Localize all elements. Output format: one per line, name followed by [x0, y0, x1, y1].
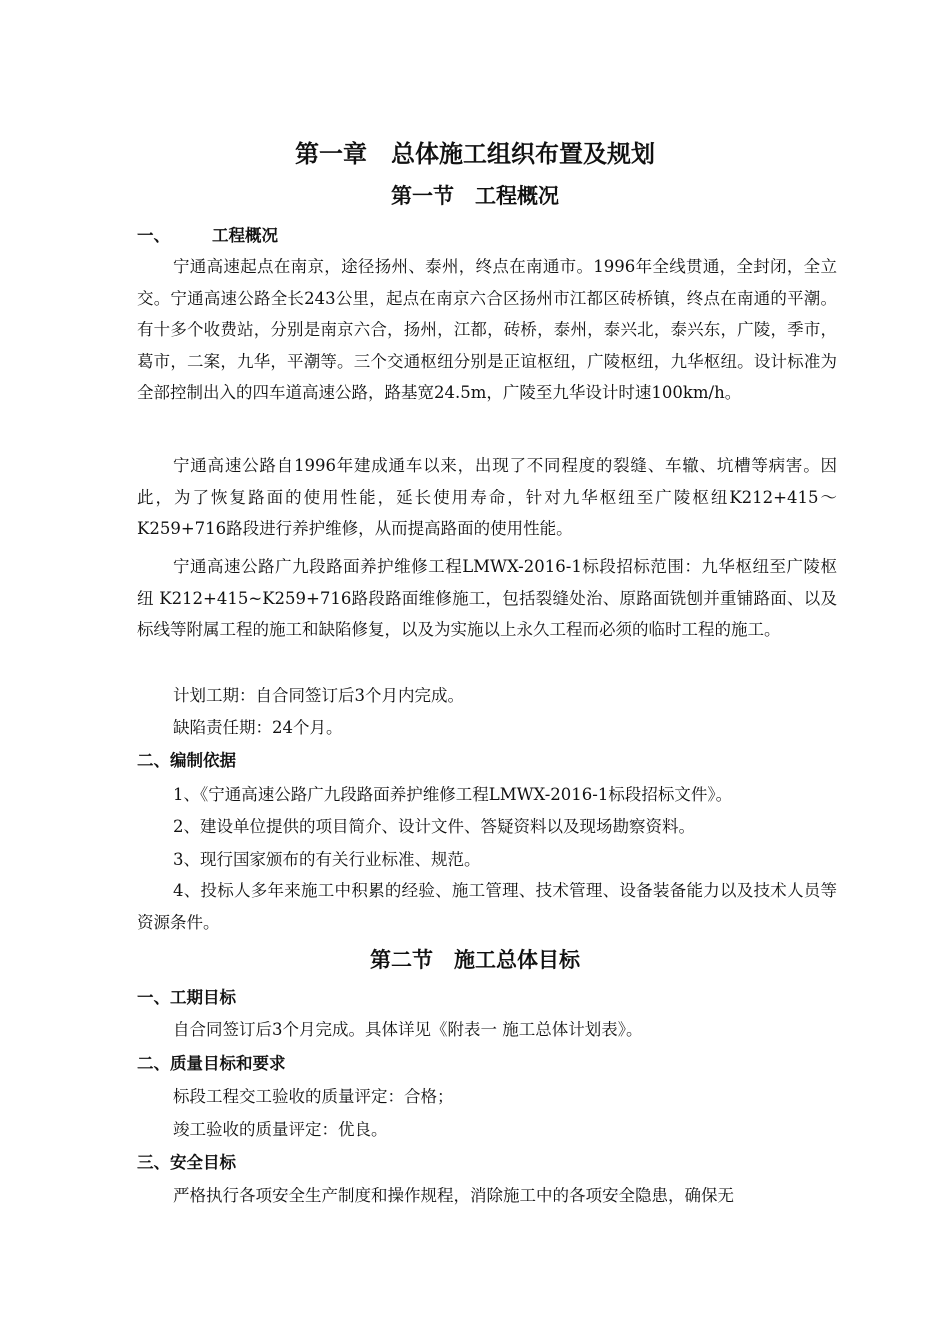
paragraph-scope: 宁通高速公路广九段路面养护维修工程LMWX-2016-1标段招标范围：九华枢纽至广陵枢纽 K212+415~K259+716路段路面维修施工，包括裂缝处治、原路面铣刨并重铺路面、以及标线等附属工程的施工和缺陷修复，以及为实施以上永久工程而必须的临时工程的施工。 [137, 557, 837, 640]
planned-duration: 计划工期：自合同签订后3个月内完成。 [173, 686, 464, 705]
section-2-title: 第二节 施工总体目标 [370, 948, 580, 972]
chapter-title: 第一章 总体施工组织布置及规划 [295, 140, 655, 168]
section-1-title: 第一节 工程概况 [391, 184, 559, 208]
quality-target-handover: 标段工程交工验收的质量评定：合格； [173, 1087, 454, 1106]
basis-item-3: 3、现行国家颁布的有关行业标准、规范。 [173, 850, 481, 869]
heading-safety-target: 三、安全目标 [137, 1153, 236, 1172]
heading-project-overview [137, 224, 278, 248]
basis-item-4: 4、投标人多年来施工中积累的经验、施工管理、技术管理、设备装备能力以及技术人员等资源条件。 [137, 881, 837, 932]
basis-item-2: 2、建设单位提供的项目简介、设计文件、答疑资料以及现场勘察资料。 [173, 817, 695, 836]
schedule-target-text: 自合同签订后3个月完成。具体详见《附表一 施工总体计划表》。 [173, 1020, 643, 1039]
paragraph-diseases: 宁通高速公路自1996年建成通车以来，出现了不同程度的裂缝、车辙、坑槽等病害。因此，为了恢复路面的使用性能，延长使用寿命，针对九华枢纽至广陵枢纽K212+415～K259+716路段进行养护维修，从而提高路面的使用性能。 [137, 456, 837, 539]
heading-schedule-target: 一、工期目标 [137, 988, 236, 1007]
basis-item-1: 1、《宁通高速公路广九段路面养护维修工程LMWX-2016-1标段招标文件》。 [173, 785, 733, 804]
heading-compilation-basis: 二、编制依据 [137, 751, 236, 770]
heading-text: 工程概况 [212, 226, 278, 245]
defect-liability-period: 缺陷责任期：24个月。 [173, 718, 343, 737]
paragraph-overview: 宁通高速起点在南京，途径扬州、泰州，终点在南通市。1996年全线贯通，全封闭，全立交。宁通高速公路全长243公里，起点在南京六合区扬州市江都区砖桥镇，终点在南通的平潮。有十多个收费站，分别是南京六合，扬州，江都，砖桥，泰州，泰兴北，泰兴东，广陵，季市，葛市，二案，九华，平潮等。三个交通枢纽分别是正谊枢纽，广陵枢纽，九华枢纽。设计标准为全部控制出入的四车道高速公路，路基宽24.5m，广陵至九华设计时速100km/h。 [137, 257, 837, 403]
quality-target-completion: 竣工验收的质量评定：优良。 [173, 1120, 388, 1139]
safety-target-text: 严格执行各项安全生产制度和操作规程，消除施工中的各项安全隐患，确保无 [173, 1186, 734, 1205]
heading-quality-target: 二、质量目标和要求 [137, 1054, 286, 1073]
heading-number: 一、 [137, 226, 170, 245]
